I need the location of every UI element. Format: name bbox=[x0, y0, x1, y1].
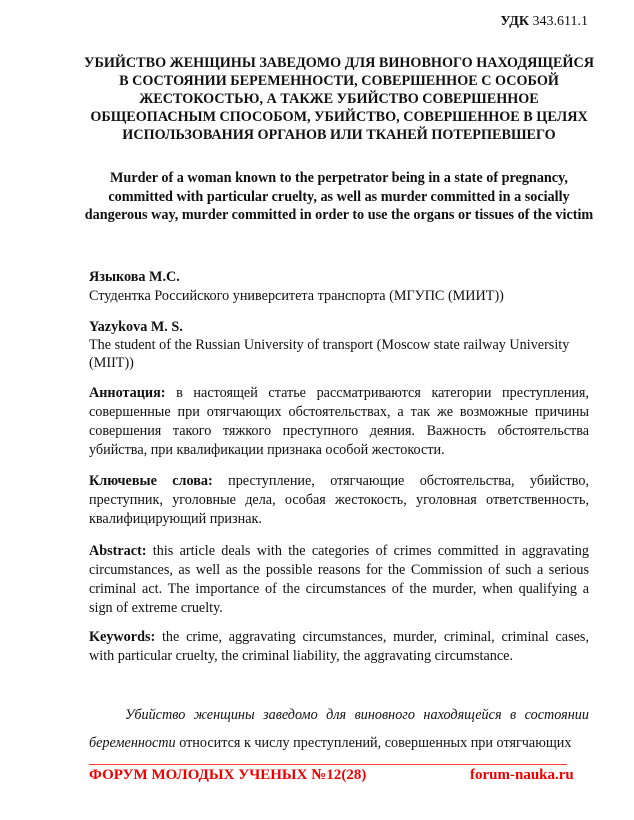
footer-journal: ФОРУМ МОЛОДЫХ УЧЕНЫХ №12(28) bbox=[89, 767, 367, 783]
footer-rule bbox=[89, 764, 567, 765]
title-en: Murder of a woman known to the perpetrator being in a state of pregnancy, committed with particular cruelty, as well as murder committed in a socially dangerous way, murder committed in order to use the organs or tissues of the victim bbox=[84, 170, 594, 223]
body-paragraph bbox=[89, 701, 589, 757]
udk-label: УДК bbox=[500, 14, 530, 29]
author-en bbox=[89, 318, 589, 372]
annotation-ru bbox=[89, 384, 589, 460]
udk-number: 343.611.1 bbox=[532, 14, 588, 29]
keywords-text: the crime, aggravating circumstances, murder, criminal, criminal cases, with particular cruelty, the criminal liability, the aggravating circumstance. bbox=[89, 629, 589, 664]
keywords-label: Ключевые слова: bbox=[89, 473, 213, 489]
keywords-ru bbox=[89, 472, 589, 529]
body-text: относится к числу преступлений, совершенных при отягчающих bbox=[175, 735, 572, 751]
body-italic: Убийство женщины заведомо для виновного находящейся в состоянии беременности bbox=[89, 707, 589, 751]
abstract-en bbox=[89, 542, 589, 618]
udk-code bbox=[500, 14, 588, 30]
keywords-label: Keywords: bbox=[89, 629, 156, 645]
author-name: Языкова М.С. bbox=[89, 269, 180, 285]
abstract-label: Abstract: bbox=[89, 543, 147, 559]
footer-site-link[interactable]: forum-nauka.ru bbox=[470, 767, 574, 783]
title-ru: УБИЙСТВО ЖЕНЩИНЫ ЗАВЕДОМО ДЛЯ ВИНОВНОГО НАХОДЯЩЕЙСЯ В СОСТОЯНИИ БЕРЕМЕННОСТИ, СОВЕРШЕННОЕ С ОСОБОЙ ЖЕСТОКОСТЬЮ, А ТАКЖЕ УБИЙСТВО СОВЕРШЕННОЕ ОБЩЕОПАСНЫМ СПОСОБОМ, УБИЙСТВО, СОВЕРШЕННОЕ В ЦЕЛЯХ ИСПОЛЬЗОВАНИЯ ОРГАНОВ ИЛИ ТКАНЕЙ ПОТЕРПЕВШЕГО bbox=[84, 55, 594, 143]
keywords-en bbox=[89, 628, 589, 666]
author-ru bbox=[89, 268, 589, 306]
abstract-text: this article deals with the categories of crimes committed in aggravating circumstances, as well as the possible reasons for the Commission of such a serious criminal act. The importance of the circumstances of the murder, when qualifying a sign of extreme cruelty. bbox=[89, 543, 589, 616]
annotation-label: Аннотация: bbox=[89, 385, 166, 401]
keywords-text: преступление, отягчающие обстоятельства, убийство, преступник, уголовные дела, особая жестокость, уголовная ответственность, квалифицирующий признак. bbox=[89, 473, 589, 527]
author-name: Yazykova M. S. bbox=[89, 319, 183, 335]
author-affiliation: Студентка Российского университета транспорта (МГУПС (МИИТ)) bbox=[89, 288, 504, 304]
author-affiliation: The student of the Russian University of transport (Moscow state railway University (MIIT)) bbox=[89, 337, 570, 371]
annotation-text: в настоящей статье рассматриваются категории преступления, совершенные при отягчающих обстоятельствах, а так же возможные причины совершения такого тяжкого преступного деяния. Важность обстоятельства убийства, при квалификации признака особой жестокости. bbox=[89, 385, 589, 458]
